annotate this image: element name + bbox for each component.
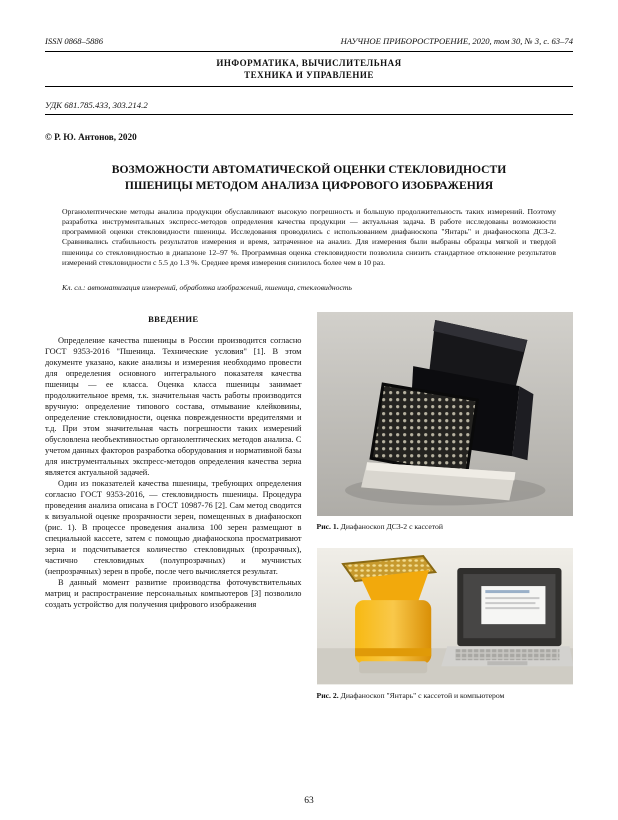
author-copyright: © Р. Ю. Антонов, 2020 (45, 132, 137, 143)
figure-1-label: Рис. 1. (316, 522, 339, 532)
keywords-line (62, 283, 556, 292)
journal-section (45, 52, 573, 86)
right-column (317, 312, 574, 717)
journal-reference: НАУЧНОЕ ПРИБОРОСТРОЕНИЕ, 2020, том 30, № 3, с. 63–74 (340, 36, 573, 46)
journal-header (45, 36, 573, 46)
dsz2-diafanoscope-image (317, 312, 574, 516)
figure-2-caption (317, 691, 574, 701)
body-columns (45, 312, 573, 717)
figure-1 (317, 312, 574, 532)
section-title-line1: ИНФОРМАТИКА, ВЫЧИСЛИТЕЛЬНАЯ (216, 58, 402, 68)
page-number: 63 (304, 796, 314, 806)
intro-paragraph-2: Один из показателей качества пшеницы, требующих определения согласно ГОСТ 9353-2016, — стекловидность пшеницы. Процедура проведения анализа описана в ГОСТ 10987-76 [2]. Сам метод сводится к визуальной оценке прозрачности зерен, помещенных в диафаноскоп (рис. 1). В процессе проведения анализа 100 зерен размещают в специальной кассете, затем с помощью диафаноскопа просматривают зерна и подсчитывается количество стекловидных (прозрачных), частично стекловидных (полупрозрачных) и мучнистых (непрозрачных) зерен в пробе, после чего вычисляется результат. (45, 479, 302, 577)
figure-2-label: Рис. 2. (316, 690, 339, 700)
udc-code: УДК 681.785.433, 303.214.2 (45, 100, 148, 111)
article-title (45, 162, 573, 193)
introduction-heading: ВВЕДЕНИЕ (148, 313, 199, 324)
figure-2-text: Диафаноскоп "Янтарь" с кассетой и компьютером (338, 690, 505, 700)
issn: ISSN 0868–5886 (45, 36, 104, 46)
figure-2 (317, 548, 574, 700)
figure-1-caption (317, 522, 574, 532)
header-rule-bottom (45, 86, 573, 87)
section-title-line2: ТЕХНИКА И УПРАВЛЕНИЕ (244, 70, 374, 81)
abstract: Органолептические методы анализа продукции обуславливают высокую погрешность и большую продолжительность таких измерений. Поэтому разработка инструментальных экспресс-методов определения качества продукции — актуальная задача. В работе исследованы возможности программной оценки стекловидности пшеницы. Исследования проводились с использованием диафаноскопа "Янтарь" и диафаноскопа ДСЗ-2. Сравнивались стабильность результатов измерения и время, затраченное на анализ. Для измерения были выбраны образцы мягкой и твердой пшеницы со стекловидностью в диапазоне 12–97 %. Программная оценка стекловидности позволила снизить стандартное отклонение результатов измерений стекловидности с 5.5 до 1.3 %. Среднее время измерения снизилось более чем в 10 раз. (62, 206, 556, 267)
intro-paragraph-3: В данный момент развитие производства фоточувствительных матриц и распространение персональных компьютеров [3] позволило создать устройство для получения цифрового изображения (45, 578, 302, 610)
article-title-line2: ПШЕНИЦЫ МЕТОДОМ АНАЛИЗА ЦИФРОВОГО ИЗОБРАЖЕНИЯ (124, 178, 494, 192)
left-column (45, 312, 302, 717)
article-title-line1: ВОЗМОЖНОСТИ АВТОМАТИЧЕСКОЙ ОЦЕНКИ СТЕКЛОВИДНОСТИ (111, 163, 507, 177)
keywords-text: автоматизация измерений, обработка изображений, пшеница, стекловидность (85, 282, 352, 292)
intro-paragraph-1: Определение качества пшеницы в России производится согласно ГОСТ 9353-2016 "Пшеница. Технические условия" [1]. В этом документе указано, какие анализы и измерения необходимо провести для определения основного интегрального показателя качества пшеницы — ее класса. Оценка класса пшеницы занимает продолжительное время, т.к. значительная часть работы производится вручную: определение типового состава, отмывание клейковины, определение стекловидности, оценка поврежденности вредителями и т.д. При этом значительная часть погрешности таких измерений обусловлена необъективностью органолептических методов анализа. С учетом данных факторов разработка оборудования и нормативной базы для инструментальных экспресс-методов определения качества зерна является актуальной задачей. (45, 336, 302, 478)
figure-1-text: Диафаноскоп ДСЗ-2 с кассетой (338, 522, 443, 532)
udc-rule (45, 114, 573, 115)
keywords-label: Кл. сл.: (62, 282, 86, 292)
yantar-diafanoscope-laptop-image (317, 548, 574, 684)
